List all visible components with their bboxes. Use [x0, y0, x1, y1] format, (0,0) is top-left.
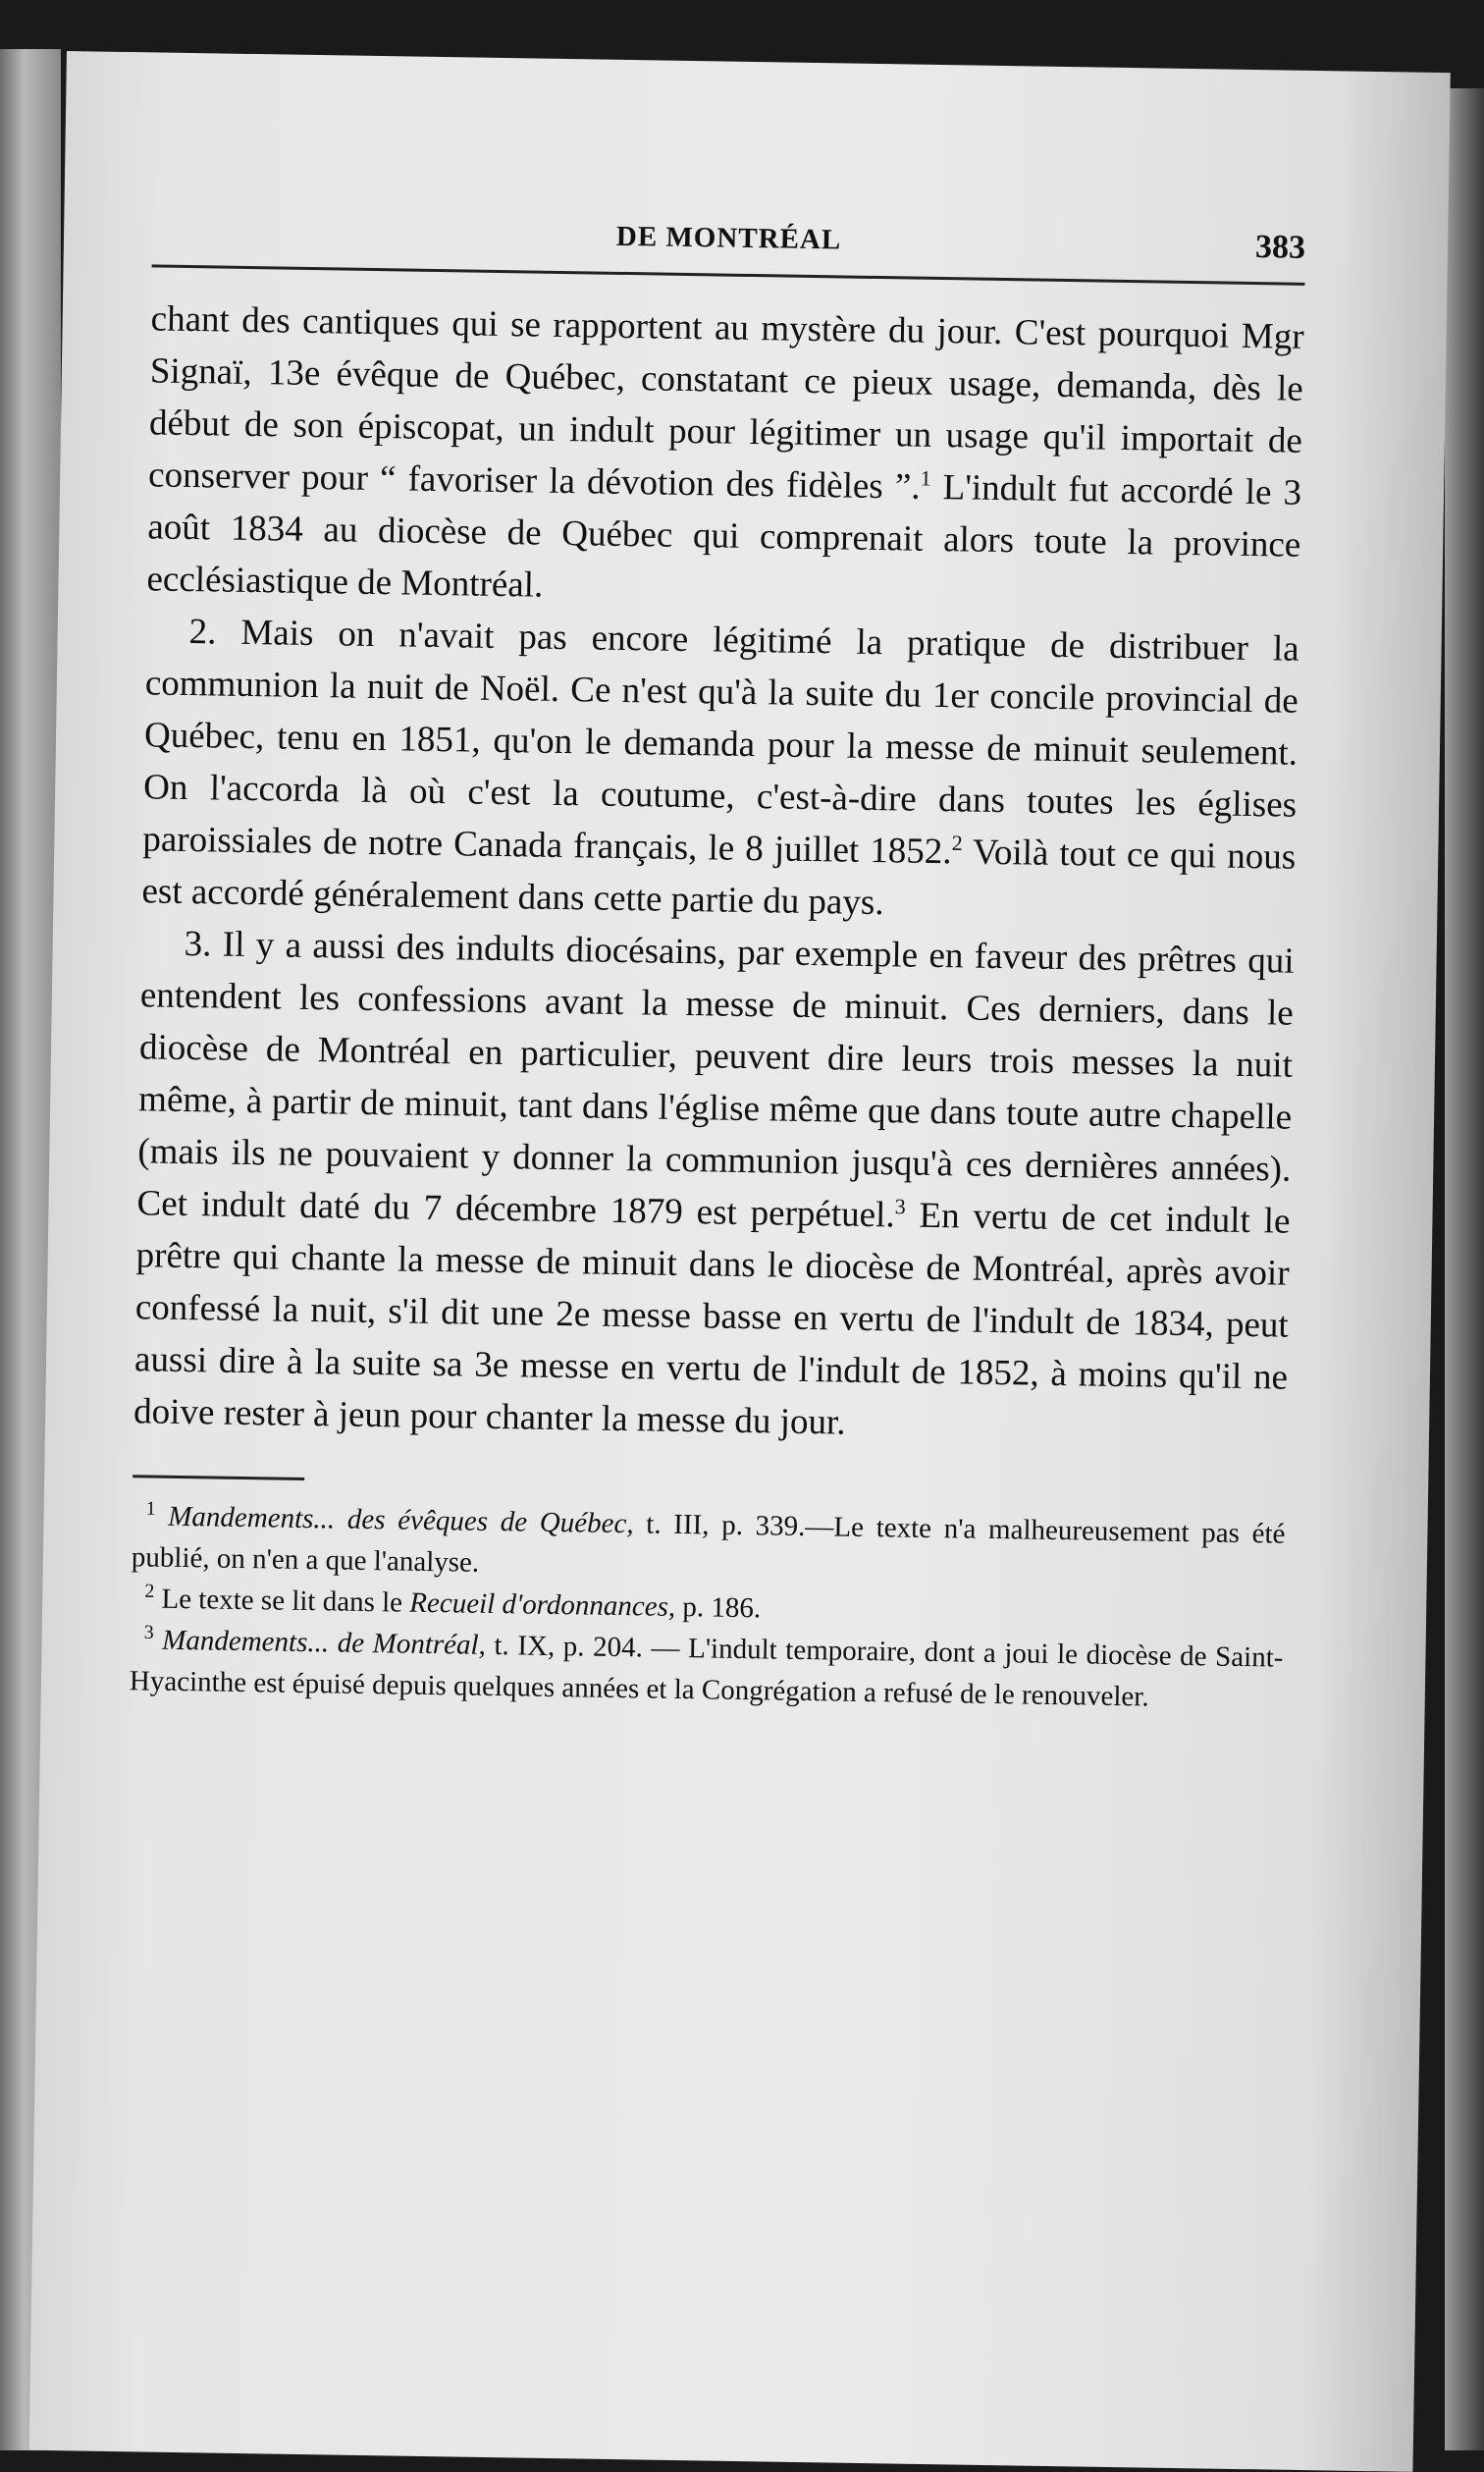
footnote-text: t. IX, p. 204. — L'indult temporaire, dont a joui le diocèse de Saint-Hyacinthe est épuisé depuis quelques années et la Congrégation a refusé de le renouveler. — [129, 1629, 1284, 1713]
footnote-source: Mandements... de Montréal, — [161, 1624, 487, 1661]
book-page — [29, 51, 1451, 2472]
footnote-ref: 1 — [920, 465, 931, 491]
running-head — [152, 209, 1306, 285]
paragraph-text: 3. Il y a aussi des indults diocésains, par exemple en faveur des prêtres qui entendent les confessions avant la messe de minuit. Ces derniers, dans le diocèse de Montréal en particulier, peuvent dire leurs trois messes la nuit même, à partir de minuit, tant dans l'église même que dans toute autre chapelle (mais ils ne pouvaient y donner la communion jusqu'à ces dernières années). Cet indult daté du 7 décembre 1879 est perpétuel. — [136, 923, 1295, 1236]
paragraph-continued — [146, 293, 1304, 622]
footnote-text: t. III, p. 339.—Le texte n'a malheureusement pas été publié, on n'en a que l'analyse. — [131, 1508, 1286, 1579]
footnotes — [130, 1495, 1286, 1719]
page-content — [130, 209, 1306, 1719]
paragraph-text: L'indult fut accordé le 3 août 1834 au diocèse de Québec qui comprenait alors toute la province ecclésiastique de Montréal. — [146, 466, 1302, 606]
paragraph-text: Voilà tout ce qui nous est accordé généralement dans cette partie du pays. — [141, 832, 1297, 924]
footnote-3 — [130, 1619, 1284, 1719]
paragraph-3 — [133, 917, 1295, 1455]
footnote-source: Mandements... des évêques de Québec, — [168, 1500, 634, 1540]
footnote-text: p. 186. — [674, 1590, 762, 1625]
footnote-mark: 1 — [145, 1497, 156, 1520]
footnote-text: Le texte se lit dans le — [153, 1583, 410, 1619]
footnote-mark: 3 — [143, 1621, 154, 1643]
footnote-ref: 2 — [951, 830, 963, 856]
footnote-rule — [132, 1475, 304, 1480]
paragraph-text: 2. Mais on n'avait pas encore légitimé la pratique de distribuer la communion la nuit de Noël. Ce n'est qu'à la suite du 1er concile provincial de Québec, tenu en 1851, qu'on le demanda pour la messe de minuit seulement. On l'accorda là où c'est la coutume, c'est-à-dire dans toutes les églises paroissiales de notre Canada français, le 8 juillet 1852. — [142, 612, 1299, 873]
running-title: DE MONTRÉAL — [615, 220, 842, 256]
paragraph-2 — [141, 605, 1299, 935]
footnote-ref: 3 — [894, 1194, 906, 1219]
page-number: 383 — [1254, 229, 1306, 266]
paragraph-text: chant des cantiques qui se rapportent au mystère du jour. C'est pourquoi Mgr Signaï, 13e évêque de Québec, constatant ce pieux usage, demanda, dès le début de son épiscopat, un indult pour légitimer un usage qu'il importait de conserver pour “ favoriser la dévotion des fidèles ”. — [147, 298, 1304, 508]
book-edge — [1445, 88, 1484, 2450]
body-text — [133, 293, 1304, 1455]
paragraph-text: En vertu de cet indult le prêtre qui chante la messe de minuit dans le diocèse de Montréal, après avoir confessé la nuit, s'il dit une 2e messe basse en vertu de l'indult de 1834, peut aussi dire à la suite sa 3e messe en vertu de l'indult de 1852, à moins qu'il ne doive rester à jeun pour chanter la messe du jour. — [132, 1195, 1291, 1443]
footnote-source: Recueil d'ordonnances, — [409, 1586, 676, 1623]
footnote-mark: 2 — [144, 1580, 155, 1602]
